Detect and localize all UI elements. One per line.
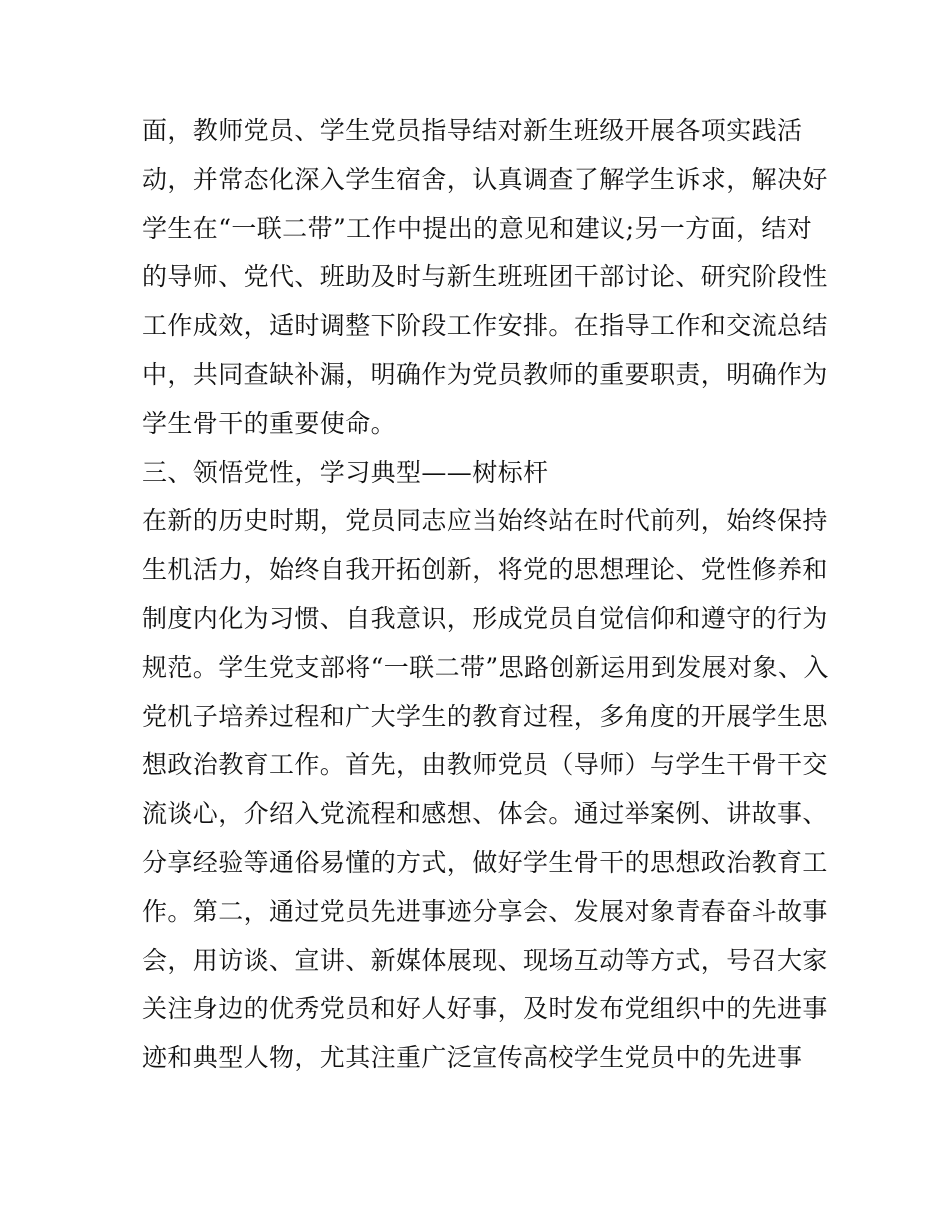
text-line: 的导师、党代、班助及时与新生班班团干部讨论、研究阶段性 (142, 262, 828, 292)
text-line: 流谈心，介绍入党流程和感想、体会。通过举案例、讲故事、 (142, 799, 828, 829)
text-line: 工作成效，适时调整下阶段工作安排。在指导工作和交流总结 (142, 311, 828, 341)
text-line: 学生在“一联二带”工作中提出的意见和建议;另一方面，结对 (142, 213, 813, 243)
text-line: 分享经验等通俗易懂的方式，做好学生骨干的思想政治教育工 (142, 847, 828, 877)
body-text (142, 107, 829, 1083)
text-line: 学生骨干的重要使命。 (142, 408, 397, 438)
text-line: 党机子培养过程和广大学生的教育过程，多角度的开展学生思 (142, 701, 828, 731)
text-line: 生机活力，始终自我开拓创新，将党的思想理论、党性修养和 (142, 555, 828, 585)
text-line: 动，并常态化深入学生宿舍，认真调查了解学生诉求，解决好 (142, 164, 828, 194)
text-line: 会，用访谈、宣讲、新媒体展现、现场互动等方式，号召大家 (142, 945, 828, 975)
text-line: 作。第二，通过党员先进事迹分享会、发展对象青春奋斗故事 (142, 896, 828, 926)
text-line: 面，教师党员、学生党员指导结对新生班级开展各项实践活 (142, 116, 803, 145)
text-line: 想政治教育工作。首先，由教师党员（导师）与学生干骨干交 (142, 750, 828, 780)
text-line: 中，共同查缺补漏，明确作为党员教师的重要职责，明确作为 (142, 359, 828, 389)
section-heading: 三、领悟党性，学习典型——树标杆 (142, 457, 549, 487)
text-line: 关注身边的优秀党员和好人好事，及时发布党组织中的先进事 (142, 994, 828, 1024)
text-line: 规范。学生党支部将“一联二带”思路创新运用到发展对象、入 (142, 652, 829, 682)
text-line: 制度内化为习惯、自我意识，形成党员自觉信仰和遵守的行为 (142, 603, 828, 633)
text-line: 在新的历史时期，党员同志应当始终站在时代前列，始终保持 (142, 506, 828, 536)
text-line: 迹和典型人物，尤其注重广泛宣传高校学生党员中的先进事 (142, 1043, 803, 1073)
